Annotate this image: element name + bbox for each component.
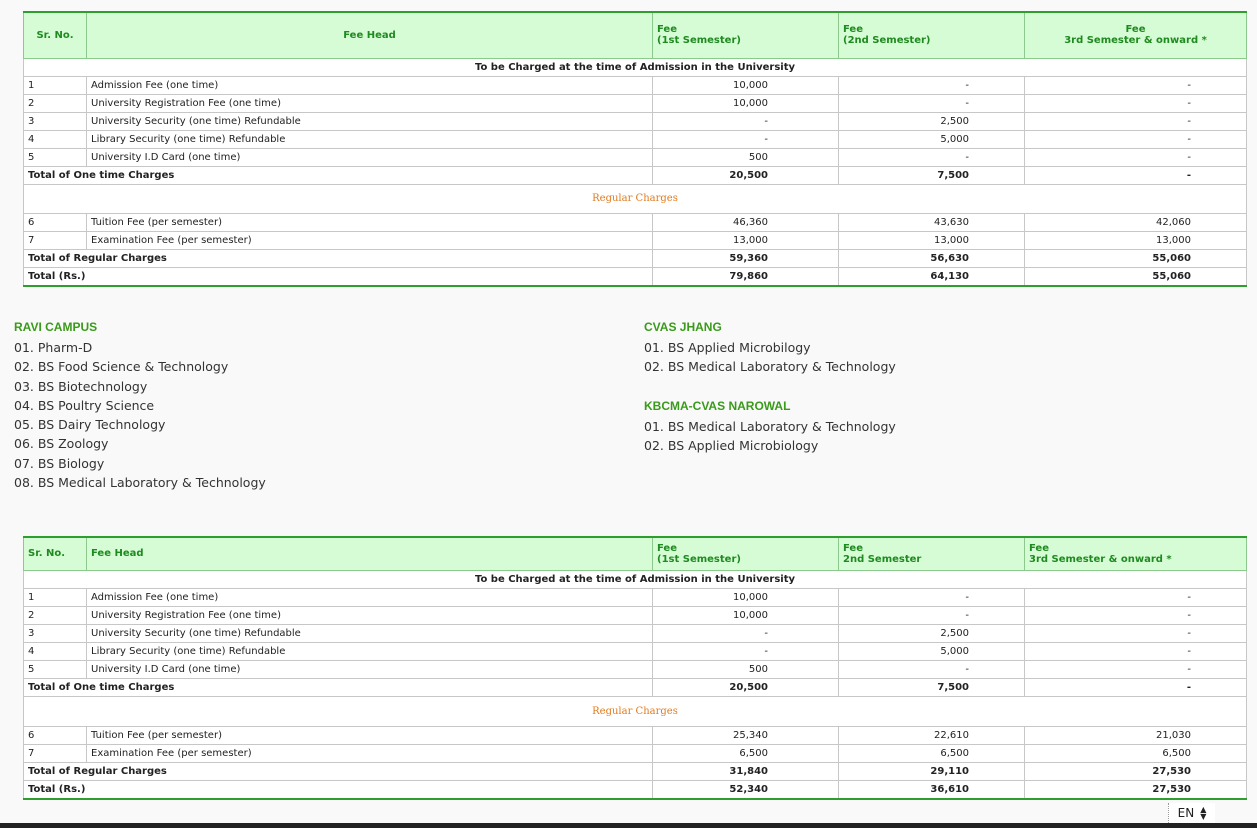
sr-no-cell: 1 bbox=[24, 588, 87, 606]
table-row bbox=[24, 76, 1247, 94]
total-label: Total of Regular Charges bbox=[24, 249, 653, 267]
grand-total-row bbox=[24, 267, 1247, 286]
fee-2nd-cell: - bbox=[839, 94, 1025, 112]
fee-2nd-cell: 2,500 bbox=[839, 624, 1025, 642]
fee-head-cell: Tuition Fee (per semester) bbox=[87, 213, 653, 231]
table-row bbox=[24, 231, 1247, 249]
program-list-item: 01. Pharm-D bbox=[14, 340, 93, 355]
fee-3rd-cell: - bbox=[1025, 588, 1247, 606]
jhang-campus-section bbox=[644, 320, 896, 377]
sr-no-cell: 5 bbox=[24, 660, 87, 678]
table-row bbox=[24, 606, 1247, 624]
fee-1st-cell: 10,000 bbox=[653, 606, 839, 624]
total-3rd: - bbox=[1025, 166, 1247, 184]
total-1st: 59,360 bbox=[653, 249, 839, 267]
narowal-campus-list bbox=[644, 417, 896, 456]
fee-head-cell: Tuition Fee (per semester) bbox=[87, 726, 653, 744]
ravi-campus-list bbox=[14, 338, 266, 492]
fee-head-cell: Library Security (one time) Refundable bbox=[87, 130, 653, 148]
sr-no-cell: 7 bbox=[24, 744, 87, 762]
narowal-campus-title: KBCMA-CVAS NAROWAL bbox=[644, 399, 791, 413]
fee-3rd-cell: - bbox=[1025, 94, 1247, 112]
fee-1st-cell: 10,000 bbox=[653, 94, 839, 112]
fee-3rd-cell: - bbox=[1025, 130, 1247, 148]
caption-row bbox=[24, 58, 1247, 76]
total-1st: 79,860 bbox=[653, 267, 839, 286]
fee-2nd-cell: - bbox=[839, 148, 1025, 166]
header-fee-head: Fee Head bbox=[87, 537, 653, 570]
table-row bbox=[24, 660, 1247, 678]
program-list-item: 06. BS Zoology bbox=[14, 436, 109, 452]
fee-3rd-cell: - bbox=[1025, 76, 1247, 94]
fee-3rd-cell: - bbox=[1025, 606, 1247, 624]
total-1st: 31,840 bbox=[653, 762, 839, 780]
regular-total-row bbox=[24, 762, 1247, 780]
total-2nd: 36,610 bbox=[839, 780, 1025, 799]
table-row bbox=[24, 588, 1247, 606]
select-arrows-icon: ▲ ▼ bbox=[1200, 805, 1207, 821]
fee-1st-cell: 10,000 bbox=[653, 588, 839, 606]
fee-3rd-cell: - bbox=[1025, 660, 1247, 678]
fee-1st-cell: 13,000 bbox=[653, 231, 839, 249]
program-list-item: 02. BS Food Science & Technology bbox=[14, 359, 229, 375]
program-list-item: 01. BS Applied Microbilogy bbox=[644, 340, 811, 355]
caption-text: To be Charged at the time of Admission in the University bbox=[24, 570, 1247, 588]
program-list-item: 02. BS Medical Laboratory & Technology bbox=[644, 359, 896, 375]
fee-3rd-cell: - bbox=[1025, 148, 1247, 166]
fee-1st-cell: 500 bbox=[653, 660, 839, 678]
fee-2nd-cell: 43,630 bbox=[839, 213, 1025, 231]
total-label: Total of One time Charges bbox=[24, 678, 653, 696]
fee-1st-cell: 6,500 bbox=[653, 744, 839, 762]
sr-no-cell: 4 bbox=[24, 130, 87, 148]
total-2nd: 29,110 bbox=[839, 762, 1025, 780]
caption-row bbox=[24, 570, 1247, 588]
total-1st: 52,340 bbox=[653, 780, 839, 799]
fee-1st-cell: - bbox=[653, 130, 839, 148]
fee-2nd-cell: - bbox=[839, 588, 1025, 606]
fee-3rd-cell: 42,060 bbox=[1025, 213, 1247, 231]
header-fee-2nd: Fee 2nd Semester bbox=[839, 537, 1025, 570]
header-fee-3rd: Fee 3rd Semester & onward * bbox=[1025, 537, 1247, 570]
program-list-item: 03. BS Biotechnology bbox=[14, 378, 148, 394]
jhang-campus-title: CVAS JHANG bbox=[644, 320, 722, 334]
regular-charges-label: Regular Charges bbox=[24, 696, 1247, 726]
sr-no-cell: 3 bbox=[24, 624, 87, 642]
fee-head-cell: University Security (one time) Refundable bbox=[87, 624, 653, 642]
fee-2nd-cell: - bbox=[839, 606, 1025, 624]
sr-no-cell: 2 bbox=[24, 606, 87, 624]
table-row bbox=[24, 112, 1247, 130]
table-row bbox=[24, 624, 1247, 642]
header-fee-head: Fee Head bbox=[87, 12, 653, 58]
fee-2nd-cell: 22,610 bbox=[839, 726, 1025, 744]
fee-1st-cell: - bbox=[653, 112, 839, 130]
header-sr-no: Sr. No. bbox=[24, 12, 87, 58]
fee-1st-cell: 500 bbox=[653, 148, 839, 166]
fee-head-cell: Admission Fee (one time) bbox=[87, 588, 653, 606]
table-row bbox=[24, 148, 1247, 166]
fee-head-cell: University I.D Card (one time) bbox=[87, 148, 653, 166]
total-2nd: 64,130 bbox=[839, 267, 1025, 286]
fee-2nd-cell: 2,500 bbox=[839, 112, 1025, 130]
fee-2nd-cell: - bbox=[839, 76, 1025, 94]
regular-charges-row bbox=[24, 696, 1247, 726]
fee-table-1 bbox=[23, 11, 1247, 287]
fee-3rd-cell: - bbox=[1025, 112, 1247, 130]
regular-charges-label: Regular Charges bbox=[24, 184, 1247, 213]
program-list-item: 05. BS Dairy Technology bbox=[14, 417, 166, 433]
bottom-bar bbox=[0, 823, 1257, 828]
ravi-campus-title: RAVI CAMPUS bbox=[14, 320, 98, 334]
fee-1st-cell: - bbox=[653, 642, 839, 660]
onetime-total-row bbox=[24, 166, 1247, 184]
total-2nd: 7,500 bbox=[839, 678, 1025, 696]
sr-no-cell: 6 bbox=[24, 726, 87, 744]
table-row bbox=[24, 94, 1247, 112]
total-3rd: 27,530 bbox=[1025, 780, 1247, 799]
table-row bbox=[24, 213, 1247, 231]
fee-table-2 bbox=[23, 536, 1247, 800]
header-fee-2nd: Fee (2nd Semester) bbox=[839, 12, 1025, 58]
table-row bbox=[24, 744, 1247, 762]
program-list-item: 07. BS Biology bbox=[14, 455, 105, 471]
table-body bbox=[24, 570, 1247, 799]
fee-head-cell: University Registration Fee (one time) bbox=[87, 606, 653, 624]
language-selector[interactable] bbox=[1168, 803, 1215, 823]
table-row bbox=[24, 726, 1247, 744]
fee-1st-cell: 10,000 bbox=[653, 76, 839, 94]
caption-text: To be Charged at the time of Admission in the University bbox=[24, 58, 1247, 76]
onetime-total-row bbox=[24, 678, 1247, 696]
jhang-campus-list bbox=[644, 338, 896, 377]
grand-total-row bbox=[24, 780, 1247, 799]
language-value: EN bbox=[1177, 806, 1195, 820]
sr-no-cell: 1 bbox=[24, 76, 87, 94]
sr-no-cell: 4 bbox=[24, 642, 87, 660]
header-fee-3rd: Fee 3rd Semester & onward * bbox=[1025, 12, 1247, 58]
regular-charges-row bbox=[24, 184, 1247, 213]
total-1st: 20,500 bbox=[653, 166, 839, 184]
total-2nd: 56,630 bbox=[839, 249, 1025, 267]
total-label: Total (Rs.) bbox=[24, 780, 653, 799]
ravi-campus-section bbox=[14, 320, 266, 492]
program-list-item: 04. BS Poultry Science bbox=[14, 397, 155, 413]
fee-2nd-cell: 5,000 bbox=[839, 130, 1025, 148]
fee-1st-cell: 46,360 bbox=[653, 213, 839, 231]
total-3rd: - bbox=[1025, 678, 1247, 696]
program-list-item: 08. BS Medical Laboratory & Technology bbox=[14, 475, 266, 491]
total-label: Total of Regular Charges bbox=[24, 762, 653, 780]
fee-3rd-cell: - bbox=[1025, 642, 1247, 660]
total-1st: 20,500 bbox=[653, 678, 839, 696]
header-fee-1st: Fee (1st Semester) bbox=[653, 537, 839, 570]
total-2nd: 7,500 bbox=[839, 166, 1025, 184]
fee-head-cell: Admission Fee (one time) bbox=[87, 76, 653, 94]
sr-no-cell: 3 bbox=[24, 112, 87, 130]
fee-1st-cell: - bbox=[653, 624, 839, 642]
sr-no-cell: 6 bbox=[24, 213, 87, 231]
fee-head-cell: University I.D Card (one time) bbox=[87, 660, 653, 678]
fee-3rd-cell: 21,030 bbox=[1025, 726, 1247, 744]
fee-head-cell: Examination Fee (per semester) bbox=[87, 744, 653, 762]
fee-2nd-cell: 5,000 bbox=[839, 642, 1025, 660]
regular-total-row bbox=[24, 249, 1247, 267]
fee-3rd-cell: 13,000 bbox=[1025, 231, 1247, 249]
table-row bbox=[24, 130, 1247, 148]
sr-no-cell: 7 bbox=[24, 231, 87, 249]
fee-3rd-cell: 6,500 bbox=[1025, 744, 1247, 762]
fee-3rd-cell: - bbox=[1025, 624, 1247, 642]
total-3rd: 55,060 bbox=[1025, 267, 1247, 286]
fee-2nd-cell: 6,500 bbox=[839, 744, 1025, 762]
table-row bbox=[24, 642, 1247, 660]
sr-no-cell: 2 bbox=[24, 94, 87, 112]
program-list-item: 01. BS Medical Laboratory & Technology bbox=[644, 419, 896, 434]
fee-head-cell: Examination Fee (per semester) bbox=[87, 231, 653, 249]
table-body bbox=[24, 58, 1247, 286]
total-3rd: 55,060 bbox=[1025, 249, 1247, 267]
fee-1st-cell: 25,340 bbox=[653, 726, 839, 744]
total-label: Total (Rs.) bbox=[24, 267, 653, 286]
program-list-item: 02. BS Applied Microbiology bbox=[644, 438, 819, 454]
header-fee-1st: Fee (1st Semester) bbox=[653, 12, 839, 58]
header-sr-no: Sr. No. bbox=[24, 537, 87, 570]
fee-head-cell: Library Security (one time) Refundable bbox=[87, 642, 653, 660]
fee-2nd-cell: 13,000 bbox=[839, 231, 1025, 249]
fee-2nd-cell: - bbox=[839, 660, 1025, 678]
total-label: Total of One time Charges bbox=[24, 166, 653, 184]
narowal-campus-section bbox=[644, 399, 896, 456]
total-3rd: 27,530 bbox=[1025, 762, 1247, 780]
fee-head-cell: University Registration Fee (one time) bbox=[87, 94, 653, 112]
fee-head-cell: University Security (one time) Refundable bbox=[87, 112, 653, 130]
sr-no-cell: 5 bbox=[24, 148, 87, 166]
